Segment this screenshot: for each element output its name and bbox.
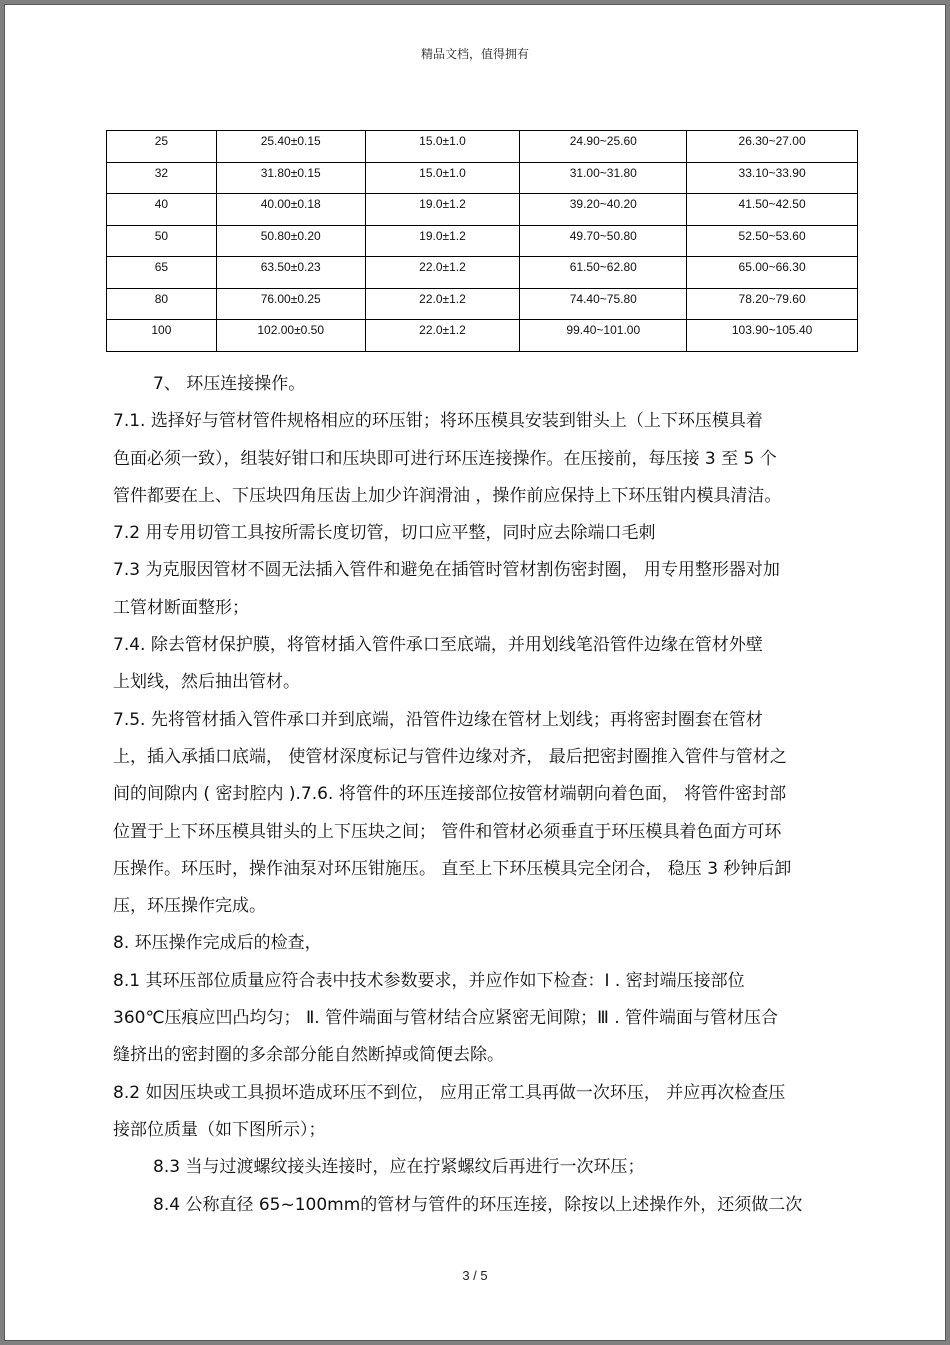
table-cell: 40.00±0.18 [216, 194, 365, 226]
table-cell: 32 [107, 162, 217, 194]
table-cell: 41.50~42.50 [687, 194, 858, 226]
table-cell: 31.00~31.80 [520, 162, 687, 194]
text-line: 压，环压操作完成。 [113, 896, 266, 917]
table-cell: 99.40~101.00 [520, 320, 687, 352]
table-cell: 52.50~53.60 [687, 225, 858, 257]
header-note: 精品文档，值得拥有 [420, 47, 529, 61]
text-line: 上划线，然后抽出管材。 [113, 672, 300, 693]
table-row [107, 320, 858, 352]
table-cell: 19.0±1.2 [365, 194, 520, 226]
table-cell: 61.50~62.80 [520, 257, 687, 289]
table-cell: 78.20~79.60 [687, 288, 858, 320]
table-cell: 74.40~75.80 [520, 288, 687, 320]
text-line: 间的间隙内 ( 密封腔内 ).7.6. 将管件的环压连接部位按管材端朝向着色面， 将管件密封部 [113, 784, 787, 805]
text-line: 压操作。环压时，操作油泵对环压钳施压。 直至上下环压模具完全闭合， 稳压 3 秒钟后卸 [113, 858, 792, 879]
table-cell: 39.20~40.20 [520, 194, 687, 226]
text-line: 8.3 当与过渡螺纹接头连接时，应在拧紧螺纹后再进行一次环压； [153, 1157, 645, 1178]
document-page [4, 4, 946, 1341]
text-line: 缝挤出的密封圈的多余部分能自然断掉或简便去除。 [113, 1045, 504, 1066]
table-cell: 25.40±0.15 [216, 131, 365, 163]
table-cell: 26.30~27.00 [687, 131, 858, 163]
table-row [107, 288, 858, 320]
table-cell: 22.0±1.2 [365, 288, 520, 320]
text-line: 7.4. 除去管材保护膜，将管材插入管件承口至底端，并用划线笔沿管件边缘在管材外壁 [113, 635, 763, 656]
table-row [107, 257, 858, 289]
text-line: 8.1 其环压部位质量应符合表中技术参数要求，并应作如下检查：Ⅰ . 密封端压接部位 [113, 970, 745, 991]
text-line: 8. 环压操作完成后的检查， [113, 933, 322, 954]
table-cell: 24.90~25.60 [520, 131, 687, 163]
table-row [107, 131, 858, 163]
body-text [113, 366, 858, 1224]
table-cell: 103.90~105.40 [687, 320, 858, 352]
table-cell: 22.0±1.2 [365, 320, 520, 352]
table-cell: 102.00±0.50 [216, 320, 365, 352]
text-line: 7、 环压连接操作。 [153, 374, 306, 394]
text-line: 接部位质量（如下图所示）； [113, 1119, 326, 1140]
table-cell: 25 [107, 131, 217, 163]
table-cell: 65.00~66.30 [687, 257, 858, 289]
table-cell: 50 [107, 225, 217, 257]
text-line: 8.4 公称直径 65~100mm的管材与管件的环压连接，除按以上述操作外，还须做二次 [153, 1194, 803, 1215]
table-cell: 22.0±1.2 [365, 257, 520, 289]
text-line: 上，插入承插口底端， 使管材深度标记与管件边缘对齐， 最后把密封圈推入管件与管材之 [113, 746, 787, 767]
table-row [107, 194, 858, 226]
text-line: 7.2 用专用切管工具按所需长度切管，切口应平整，同时应去除端口毛刺 [113, 523, 656, 544]
page-number: 3 / 5 [462, 1268, 488, 1283]
table-cell: 40 [107, 194, 217, 226]
text-line: 7.3 为克服因管材不圆无法插入管件和避免在插管时管材割伤密封圈， 用专用整形器对加 [113, 560, 780, 581]
table-cell: 80 [107, 288, 217, 320]
text-line: 色面必须一致），组装好钳口和压块即可进行环压连接操作。在压接前，每压接 3 至 5 个 [113, 448, 777, 469]
table-cell: 15.0±1.0 [365, 131, 520, 163]
table-cell: 49.70~50.80 [520, 225, 687, 257]
table-cell: 65 [107, 257, 217, 289]
table-cell: 15.0±1.0 [365, 162, 520, 194]
text-line: 工管材断面整形； [113, 597, 249, 618]
table-cell: 19.0±1.2 [365, 225, 520, 257]
text-line: 8.2 如因压块或工具损坏造成环压不到位， 应用正常工具再做一次环压， 并应再次检查压 [113, 1082, 786, 1103]
table-cell: 50.80±0.20 [216, 225, 365, 257]
text-line: 7.5. 先将管材插入管件承口并到底端，沿管件边缘在管材上划线；再将密封圈套在管材 [113, 709, 763, 730]
table-cell: 100 [107, 320, 217, 352]
table-row [107, 162, 858, 194]
table-row [107, 225, 858, 257]
table-cell: 63.50±0.23 [216, 257, 365, 289]
table-cell: 33.10~33.90 [687, 162, 858, 194]
table-cell: 31.80±0.15 [216, 162, 365, 194]
text-line: 360℃压痕应凹凸均匀； Ⅱ. 管件端面与管材结合应紧密无间隙；Ⅲ . 管件端面与管材压合 [113, 1008, 779, 1029]
text-line: 位置于上下环压模具钳头的上下压块之间； 管件和管材必须垂直于环压模具着色面方可环 [113, 821, 782, 842]
table-cell: 76.00±0.25 [216, 288, 365, 320]
text-line: 7.1. 选择好与管材管件规格相应的环压钳；将环压模具安装到钳头上（上下环压模具着 [113, 411, 763, 432]
spec-table [106, 130, 858, 352]
text-line: 管件都要在上、下压块四角压齿上加少许润滑油 ，操作前应保持上下环压钳内模具清洁。 [113, 485, 782, 506]
